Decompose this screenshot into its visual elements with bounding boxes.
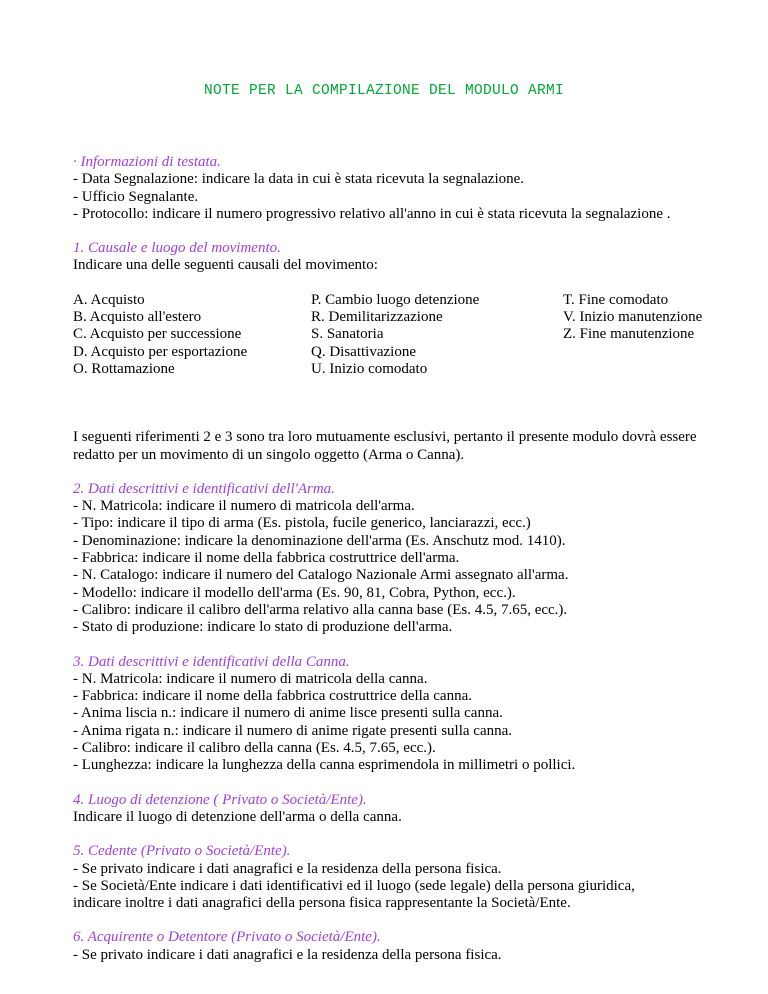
text-line: indicare inoltre i dati anagrafici della persona fisica rappresentante la Società/Ente. bbox=[73, 895, 571, 912]
causale-item: O. Rottamazione bbox=[73, 360, 175, 377]
text-line: - Fabbrica: indicare il nome della fabbrica costruttrice della canna. bbox=[73, 688, 472, 705]
section-intro: Indicare una delle seguenti causali del movimento: bbox=[73, 257, 378, 274]
causale-item: C. Acquisto per successione bbox=[73, 326, 242, 343]
text-line: - Lunghezza: indicare la lunghezza della canna esprimendola in millimetri o pollici. bbox=[73, 757, 576, 774]
section-detenzione bbox=[73, 792, 733, 827]
text-line: - Stato di produzione: indicare lo stato di produzione dell'arma. bbox=[73, 619, 453, 636]
causali-column-3 bbox=[563, 292, 733, 378]
causali-table bbox=[73, 292, 733, 378]
causale-item: P. Cambio luogo detenzione bbox=[311, 291, 480, 308]
section-cedente bbox=[73, 843, 733, 912]
text-line: - Anima rigata n.: indicare il numero di anime rigate presenti sulla canna. bbox=[73, 722, 513, 739]
causali-column-1 bbox=[73, 292, 311, 378]
section-heading: 6. Acquirente o Detentore (Privato o Società/Ente). bbox=[73, 929, 381, 946]
causale-item: Q. Disattivazione bbox=[311, 343, 416, 360]
causali-column-2 bbox=[311, 292, 563, 378]
section-heading: · Informazioni di testata. bbox=[73, 154, 221, 170]
section-causale bbox=[73, 240, 733, 378]
text-line: - Se Società/Ente indicare i dati identificativi ed il luogo (sede legale) della persona giuridica, bbox=[73, 877, 635, 894]
text-line: - Ufficio Segnalante. bbox=[73, 188, 199, 205]
document-title: NOTE PER LA COMPILAZIONE DEL MODULO ARMI bbox=[203, 83, 565, 99]
causale-item: V. Inizio manutenzione bbox=[563, 309, 703, 326]
section-heading: 1. Causale e luogo del movimento. bbox=[73, 240, 281, 257]
text-line: - Anima liscia n.: indicare il numero di anime lisce presenti sulla canna. bbox=[73, 705, 503, 722]
section-arma bbox=[73, 481, 733, 637]
causale-item: T. Fine comodato bbox=[563, 291, 669, 308]
text-line: Indicare il luogo di detenzione dell'arma o della canna. bbox=[73, 808, 402, 825]
exclusivity-note: I seguenti riferimenti 2 e 3 sono tra loro mutuamente esclusivi, pertanto il presente modulo dovrà essere redatto per un movimento di un singolo oggetto (Arma o Canna). bbox=[73, 429, 697, 463]
text-line: - Denominazione: indicare la denominazione dell'arma (Es. Anschutz mod. 1410). bbox=[73, 532, 566, 549]
text-line: - Data Segnalazione: indicare la data in cui è stata ricevuta la segnalazione. bbox=[73, 171, 525, 188]
causale-item: B. Acquisto all'estero bbox=[73, 309, 202, 326]
text-line: - Calibro: indicare il calibro dell'arma relativo alla canna base (Es. 4.5, 7.65, ecc.). bbox=[73, 601, 568, 618]
spacer bbox=[73, 378, 733, 429]
text-line: - Tipo: indicare il tipo di arma (Es. pistola, fucile generico, lanciarazzi, ecc.) bbox=[73, 515, 531, 532]
text-line: - Protocollo: indicare il numero progressivo relativo all'anno in cui è stata ricevuta la segnalazione . bbox=[73, 205, 671, 222]
text-line: - N. Matricola: indicare il numero di matricola della canna. bbox=[73, 670, 428, 687]
section-heading: 5. Cedente (Privato o Società/Ente). bbox=[73, 843, 291, 860]
causale-item: R. Demilitarizzazione bbox=[311, 309, 443, 326]
text-line: - Se privato indicare i dati anagrafici e la residenza della persona fisica. bbox=[73, 860, 502, 877]
causale-item: U. Inizio comodato bbox=[311, 360, 428, 377]
section-heading: 4. Luogo di detenzione ( Privato o Società/Ente). bbox=[73, 791, 367, 808]
section-heading: 3. Dati descrittivi e identificativi della Canna. bbox=[73, 653, 350, 670]
causale-item: Z. Fine manutenzione bbox=[563, 326, 695, 343]
section-heading: 2. Dati descrittivi e identificativi dell'Arma. bbox=[73, 480, 335, 497]
text-line: - N. Catalogo: indicare il numero del Catalogo Nazionale Armi assegnato all'arma. bbox=[73, 567, 569, 584]
document-body bbox=[73, 154, 733, 981]
text-line: - Se privato indicare i dati anagrafici e la residenza della persona fisica. bbox=[73, 946, 502, 963]
section-acquirente bbox=[73, 929, 733, 964]
causale-item: A. Acquisto bbox=[73, 291, 145, 308]
section-header-info bbox=[73, 154, 733, 223]
section-canna bbox=[73, 654, 733, 775]
text-line: - N. Matricola: indicare il numero di matricola dell'arma. bbox=[73, 498, 415, 515]
text-line: - Fabbrica: indicare il nome della fabbrica costruttrice dell'arma. bbox=[73, 550, 460, 567]
causale-item: D. Acquisto per esportazione bbox=[73, 343, 248, 360]
text-line: - Calibro: indicare il calibro della canna (Es. 4.5, 7.65, ecc.). bbox=[73, 740, 436, 757]
causale-item: S. Sanatoria bbox=[311, 326, 384, 343]
text-line: - Modello: indicare il modello dell'arma (Es. 90, 81, Cobra, Python, ecc.). bbox=[73, 584, 516, 601]
